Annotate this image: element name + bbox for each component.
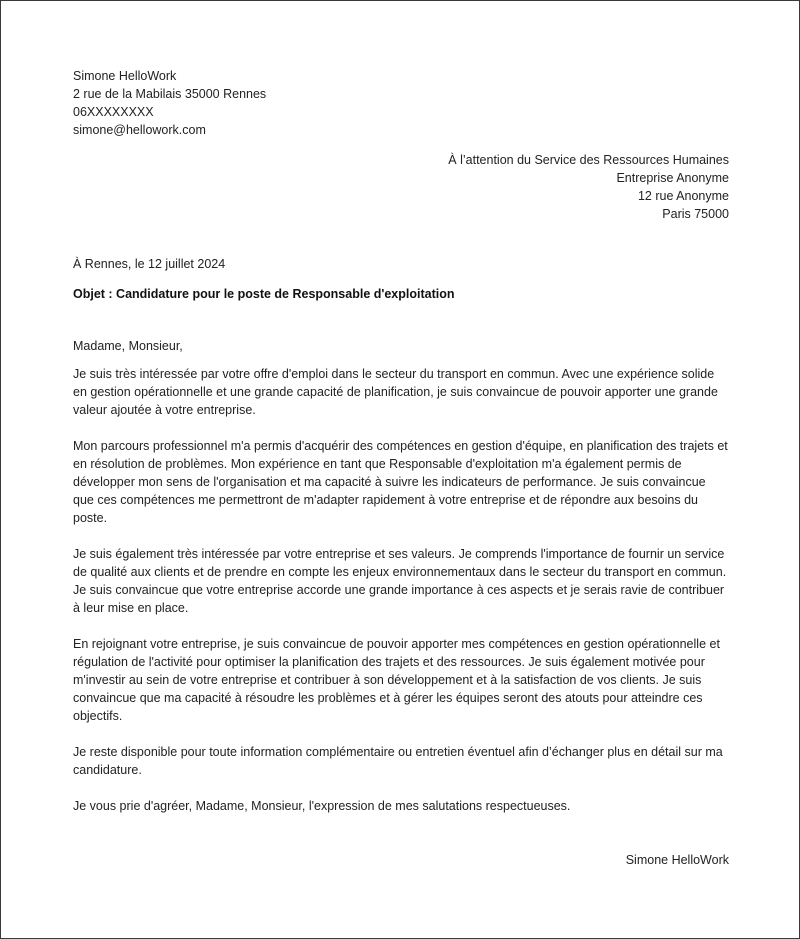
body-paragraph-3: Je suis également très intéressée par votre entreprise et ses valeurs. Je comprends l'importance de fournir un service de qualité aux clients et de prendre en compte les enjeux environnementaux dans le secteur du transport en commun. Je suis convaincue que votre entreprise accorde une grande importance à ces aspects et je serais ravie de contribuer à leur mise en place. — [73, 547, 727, 615]
letter-content — [73, 67, 729, 869]
recipient-attention: À l’attention du Service des Ressources Humaines — [448, 153, 729, 167]
recipient-block — [73, 151, 729, 223]
recipient-street: 12 rue Anonyme — [637, 189, 729, 203]
sender-email: simone@hellowork.com — [73, 123, 206, 137]
body-paragraph-4: En rejoignant votre entreprise, je suis convaincue de pouvoir apporter mes compétences en gestion opérationnelle et régulation de l'activité pour optimiser la planification des trajets et des ressources. Je suis également motivée pour m'investir au sein de votre entreprise et contribuer à son développement et à la satisfaction de vos clients. Je suis convaincue que ma capacité à résoudre les problèmes et à gérer les équipes seront des atouts pour atteindre ces objectifs. — [73, 637, 720, 723]
sender-block — [73, 67, 729, 139]
sender-name: Simone HelloWork — [73, 69, 177, 83]
body-paragraph-1: Je suis très intéressée par votre offre d'emploi dans le secteur du transport en commun. Avec une expérience solide en gestion opérationnelle et une grande capacité de planification, je suis convaincue de pouvoir apporter une grande valeur ajoutée à votre entreprise. — [73, 367, 718, 417]
salutation: Madame, Monsieur, — [73, 339, 183, 353]
recipient-city: Paris 75000 — [662, 207, 729, 221]
body-paragraph-2: Mon parcours professionnel m'a permis d'acquérir des compétences en gestion d'équipe, en planification des trajets et en résolution de problèmes. Mon expérience en tant que Responsable d'exploitation m'a également permis de développer mon sens de l'organisation et ma capacité à suivre les indicateurs de performance. Je suis convaincue que ces compétences me permettront de m'adapter rapidement à votre entreprise et de répondre aux besoins du poste. — [73, 439, 728, 525]
subject-line: Objet : Candidature pour le poste de Responsable d'exploitation — [73, 287, 455, 301]
closing-formula: Je vous prie d'agréer, Madame, Monsieur, l'expression de mes salutations respectueuses. — [73, 799, 571, 813]
recipient-company: Entreprise Anonyme — [616, 171, 729, 185]
signature: Simone HelloWork — [625, 853, 729, 867]
sender-address: 2 rue de la Mabilais 35000 Rennes — [73, 87, 267, 101]
body-paragraph-5: Je reste disponible pour toute information complémentaire ou entretien éventuel afin d’échanger plus en détail sur ma candidature. — [73, 745, 723, 777]
date-line: À Rennes, le 12 juillet 2024 — [73, 257, 226, 271]
sender-phone: 06XXXXXXXX — [73, 105, 154, 119]
